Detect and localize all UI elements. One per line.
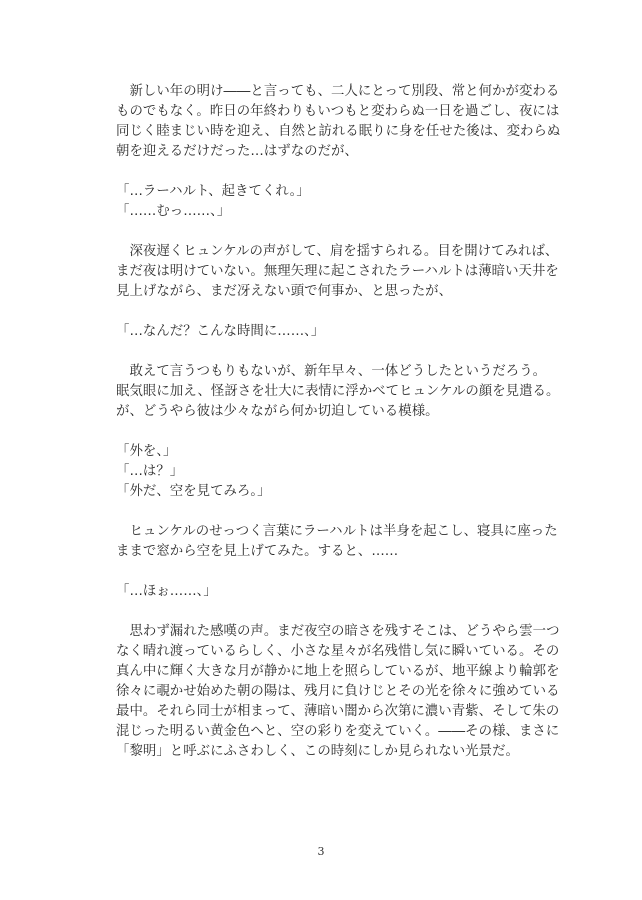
text-line: ものでもなく。昨日の年終わりもいつもと変わらぬ一日を過ごし、夜には <box>116 104 560 119</box>
text-line: 混じった明るい黄金色へと、空の彩りを変えていく。――その様、まさに <box>116 724 560 739</box>
text-line: が、どうやら彼は少々ながら何か切迫している模様。 <box>116 404 439 419</box>
text-line: 見上げながら、まだ冴えない頭で何事か、と思ったが、 <box>116 284 453 299</box>
text-line: まだ夜は明けていない。無理矢理に起こされたラーハルトは薄暗い天井を <box>116 264 559 279</box>
paragraph-gap <box>116 602 536 622</box>
text-line: 深夜遅くヒュンケルの声がして、肩を揺すられる。目を開けてみれば、 <box>116 244 559 259</box>
paragraph-gap <box>116 562 536 582</box>
dialogue-line: 「…なんだ？こんな時間に……、」 <box>116 324 325 339</box>
text-line: 敢えて言うつもりもないが、新年早々、一体どうしたというだろう。 <box>116 364 547 379</box>
paragraph-gap <box>116 222 536 242</box>
text-line: 真ん中に輝く大きな月が静かに地上を照らしているが、地平線より輪郭を <box>116 664 560 679</box>
paragraph-gap <box>116 422 536 442</box>
page-number: 3 <box>317 845 325 858</box>
body-text <box>116 82 561 762</box>
paragraph-gap <box>116 302 536 322</box>
text-line: 徐々に覗かせ始めた朝の陽は、残月に負けじとその光を徐々に強めている <box>116 684 560 699</box>
text-line: ままで窓から空を見上げてみた。すると、…… <box>116 544 399 559</box>
text-line: 同じく睦まじい時を迎え、自然と訪れる眠りに身を任せた後は、変わらぬ <box>116 124 561 139</box>
paragraph-gap <box>116 502 536 522</box>
dialogue-line: 「…ほぉ……、」 <box>116 584 217 599</box>
paragraph-gap <box>116 342 536 362</box>
dialogue-line: 「外を、」 <box>116 444 177 459</box>
text-line: 眠気眼に加え、怪訝さを壮大に表情に浮かべてヒュンケルの顔を見遣る。 <box>116 384 560 399</box>
text-line: 朝を迎えるだけだった…はずなのだが、 <box>116 144 358 159</box>
dialogue-line: 「…ラーハルト、起きてくれ。」 <box>116 184 310 199</box>
text-line: 最中。それら同士が相まって、薄暗い闇から次第に濃い青紫、そして朱の <box>116 704 560 719</box>
dialogue-line: 「……むっ……、」 <box>116 204 231 219</box>
dialogue-line: 「外だ、空を見てみろ。」 <box>116 484 271 499</box>
paragraph-gap <box>116 162 536 182</box>
text-line: 思わず漏れた感嘆の声。まだ夜空の暗さを残すそこは、どうやら雲一つ <box>116 624 560 639</box>
text-line: 新しい年の明け――と言っても、二人にとって別段、常と何かが変わる <box>116 84 560 99</box>
text-line: 「黎明」と呼ぶにふさわしく、この時刻にしか見られない光景だ。 <box>116 744 519 759</box>
text-line: ヒュンケルのせっつく言葉にラーハルトは半身を起こし、寝具に座った <box>116 524 558 539</box>
text-line: なく晴れ渡っているらしく、小さな星々が名残惜し気に瞬いている。その <box>116 644 560 659</box>
dialogue-line: 「…は？」 <box>116 464 184 479</box>
